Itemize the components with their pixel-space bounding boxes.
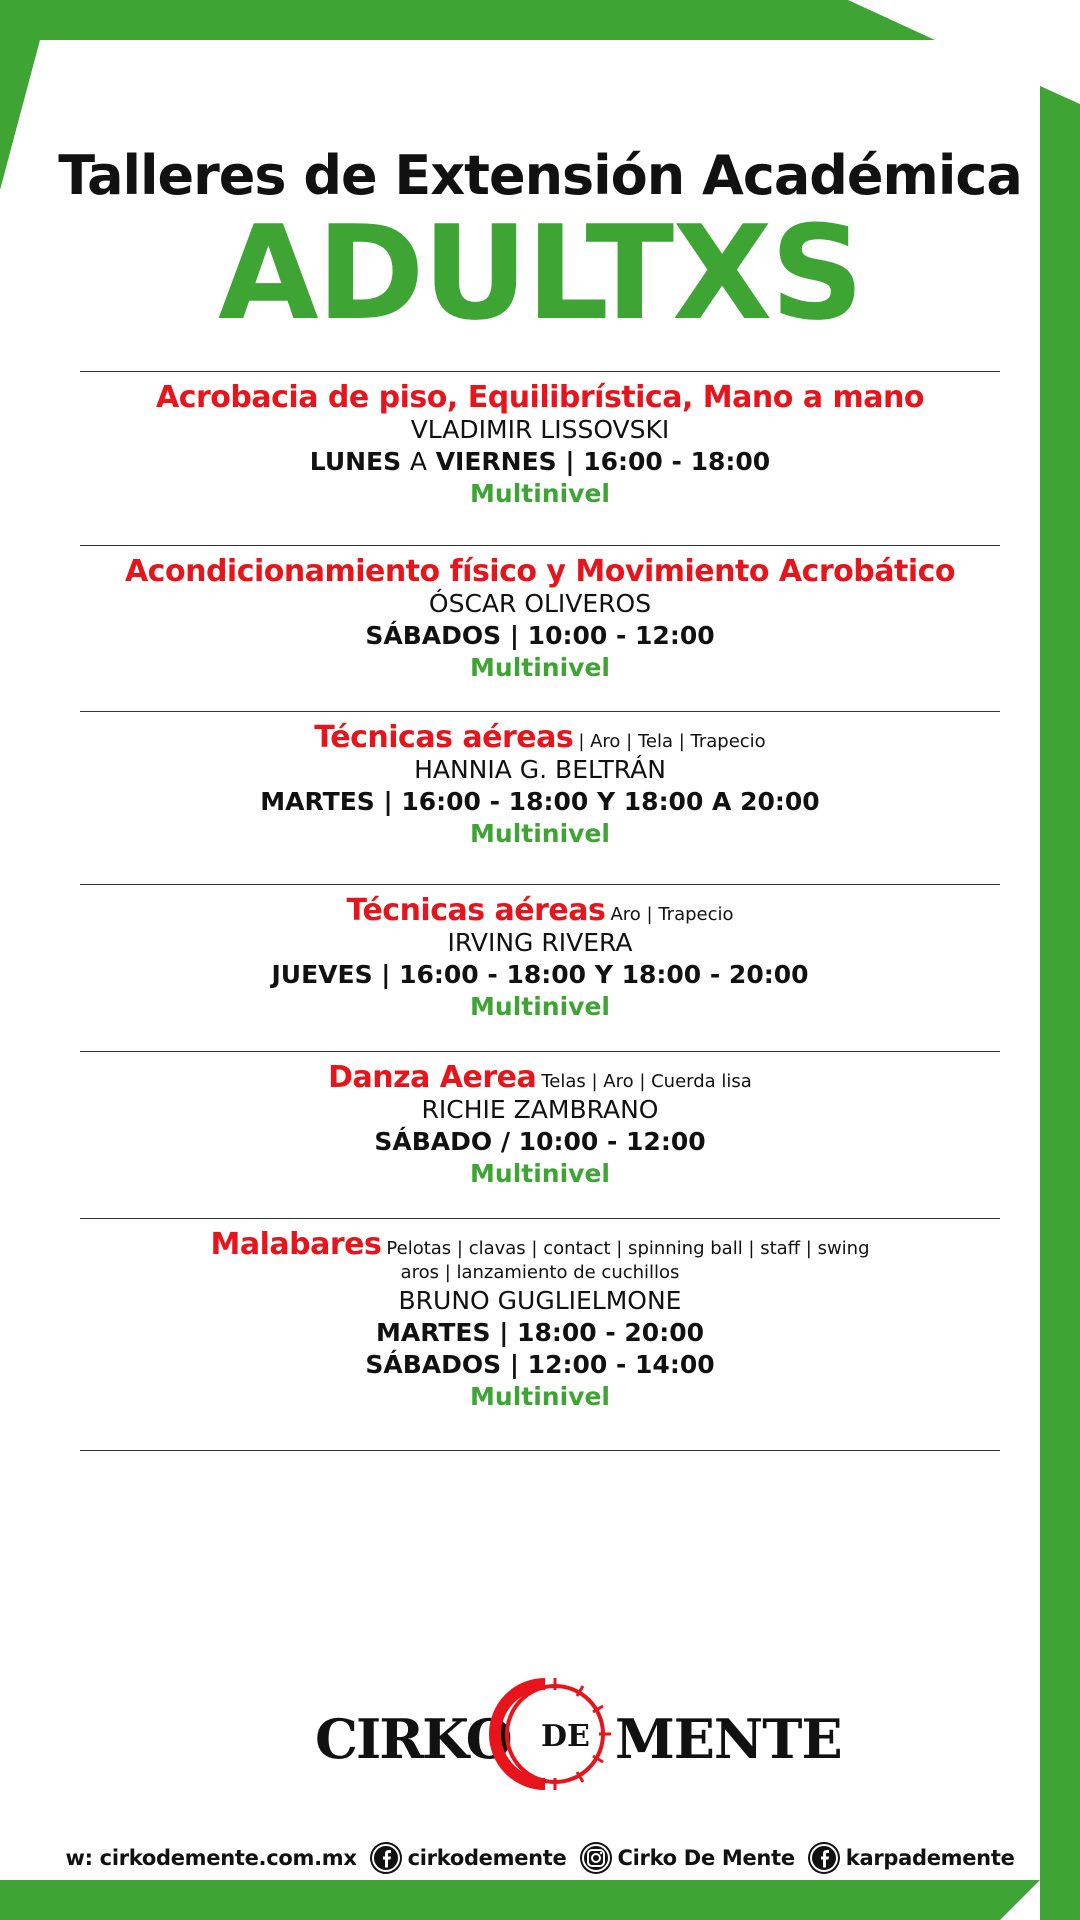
workshop-title: Acondicionamiento físico y Movimiento Acrobático [124, 554, 956, 589]
workshop-disciplines: | Aro | Tela | Trapecio [578, 731, 766, 752]
workshop-schedule: SÁBADOS | 10:00 - 12:00 [365, 621, 715, 650]
logo-cirko: CIRKO [315, 1707, 511, 1771]
divider [80, 371, 1000, 372]
frame-top-band [0, 0, 935, 40]
workshop-schedule: SÁBADO / 10:00 - 12:00 [374, 1127, 706, 1156]
workshop-heading [40, 722, 1040, 754]
frame-right-band [1040, 86, 1080, 1920]
workshop-title: Acrobacia de piso, Equilibrística, Mano a mano [156, 380, 924, 415]
footer-contacts [40, 1840, 1040, 1876]
workshop-schedule: MARTES | 16:00 - 18:00 Y 18:00 A 20:00 [260, 787, 820, 816]
workshop-tecnicas-aereas-2 [40, 895, 1040, 1023]
facebook-link-karpademente[interactable] [806, 1840, 1015, 1876]
instagram-handle: Cirko De Mente [617, 1846, 795, 1870]
workshop-disciplines-continued: aros | lanzamiento de cuchillos [400, 1262, 680, 1283]
workshop-acrobacia [40, 382, 1040, 510]
workshop-heading [40, 1229, 1040, 1261]
workshop-title: Malabares [210, 1227, 382, 1262]
workshop-level: Multinivel [470, 992, 610, 1021]
workshop-disciplines: Pelotas | clavas | contact | spinning ball | staff | swing [386, 1238, 870, 1259]
workshop-teacher: BRUNO GUGLIELMONE [398, 1286, 682, 1315]
workshop-heading [40, 895, 1040, 927]
workshop-title: Técnicas aéreas [346, 893, 606, 928]
workshop-tecnicas-aereas-1 [40, 722, 1040, 850]
workshop-teacher: HANNIA G. BELTRÁN [414, 755, 666, 784]
page-title: Talleres de Extensión Académica [58, 144, 1022, 207]
divider [80, 1218, 1000, 1219]
workshop-title: Danza Aerea [328, 1060, 537, 1095]
workshop-teacher: IRVING RIVERA [447, 928, 633, 957]
workshop-danza-aerea [40, 1062, 1040, 1190]
divider [80, 711, 1000, 712]
schedule-day-start: LUNES [309, 447, 402, 476]
frame-bottom-band [0, 1880, 1040, 1920]
workshop-title: Técnicas aéreas [314, 720, 574, 755]
website-link[interactable]: w: cirkodemente.com.mx [65, 1846, 357, 1870]
workshop-teacher: RICHIE ZAMBRANO [421, 1095, 659, 1124]
divider [80, 545, 1000, 546]
facebook-icon [368, 1840, 404, 1876]
workshop-disciplines: Telas | Aro | Cuerda lisa [541, 1071, 752, 1092]
workshop-acondicionamiento [40, 556, 1040, 684]
workshop-teacher: ÓSCAR OLIVEROS [428, 589, 652, 618]
facebook-handle: cirkodemente [407, 1846, 567, 1870]
facebook-handle: karpademente [845, 1846, 1015, 1870]
logo-de: DE [541, 1719, 590, 1754]
facebook-link-cirkodemente[interactable] [368, 1840, 567, 1876]
instagram-link[interactable] [578, 1840, 795, 1876]
workshop-schedule-2: SÁBADOS | 12:00 - 14:00 [365, 1350, 715, 1379]
poster-content [40, 40, 1040, 1880]
workshop-level: Multinivel [470, 819, 610, 848]
schedule-connector: A [409, 447, 427, 476]
divider [80, 1450, 1000, 1451]
logo-mente: MENTE [615, 1707, 842, 1771]
workshop-teacher: VLADIMIR LISSOVSKI [410, 415, 670, 444]
schedule-day-end: VIERNES [435, 447, 557, 476]
workshop-schedule: MARTES | 18:00 - 20:00 [376, 1318, 704, 1347]
divider [80, 884, 1000, 885]
workshop-level: Multinivel [470, 1159, 610, 1188]
workshop-schedule [40, 446, 1040, 478]
frame-left-band [0, 0, 40, 190]
divider [80, 1051, 1000, 1052]
workshop-level: Multinivel [470, 1382, 610, 1411]
facebook-icon [806, 1840, 842, 1876]
workshop-disciplines: Aro | Trapecio [610, 904, 734, 925]
cirko-de-mente-logo [315, 1670, 842, 1800]
workshop-malabares [40, 1229, 1040, 1413]
workshop-level: Multinivel [470, 653, 610, 682]
workshop-heading [40, 1062, 1040, 1094]
instagram-icon [578, 1840, 614, 1876]
workshop-level: Multinivel [470, 479, 610, 508]
workshop-schedule: JUEVES | 16:00 - 18:00 Y 18:00 - 20:00 [271, 960, 809, 989]
schedule-time: | 16:00 - 18:00 [565, 447, 771, 476]
audience-headline: ADULTXS [218, 197, 862, 349]
